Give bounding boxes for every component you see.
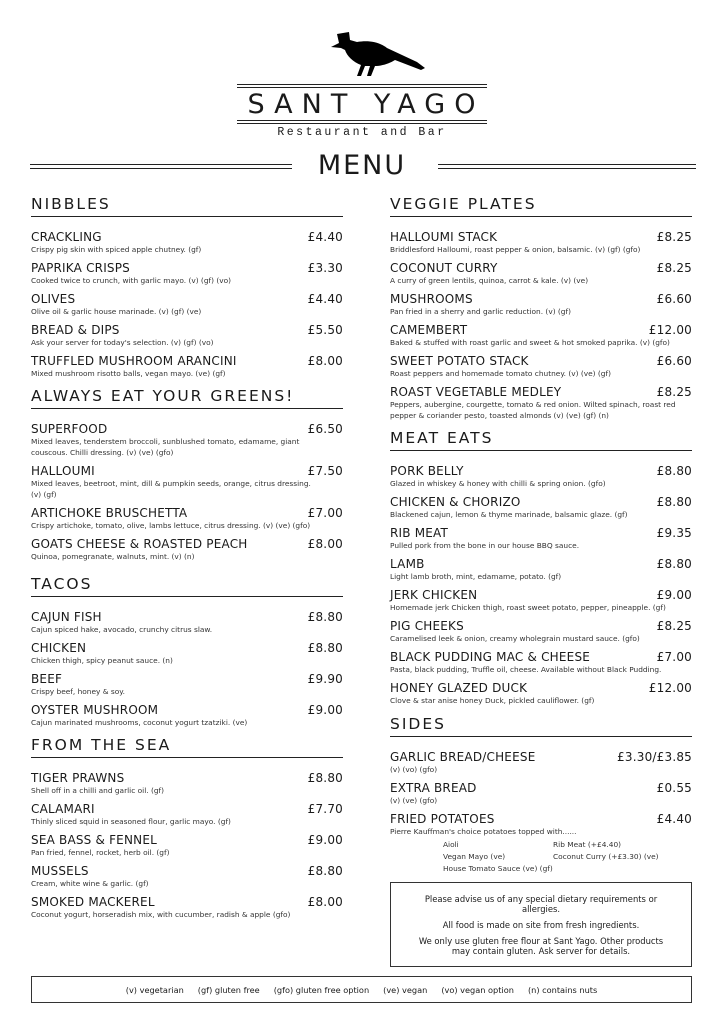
menu-item	[31, 610, 343, 635]
item-price: £12.00	[648, 323, 692, 337]
notice-text: We only use gluten free flour at Sant Yago. Other products may contain gluten. Ask server for details.	[418, 936, 664, 956]
menu-item	[390, 495, 692, 520]
menu-item	[31, 771, 343, 796]
item-name: MUSSELS	[31, 864, 89, 878]
item-description: Roast peppers and homemade tomato chutney. (v) (ve) (gf)	[390, 369, 611, 378]
dietary-notice	[390, 882, 692, 967]
item-price: £6.50	[307, 422, 343, 436]
item-name: HONEY GLAZED DUCK	[390, 681, 528, 695]
divider	[438, 164, 696, 169]
section-heading: FROM THE SEA	[31, 737, 343, 758]
section-heading: SIDES	[390, 716, 692, 737]
menu-section	[390, 430, 692, 712]
item-price: £8.00	[307, 354, 343, 368]
menu-item	[31, 802, 343, 827]
item-price: £7.00	[656, 650, 692, 664]
item-price: £8.80	[656, 557, 692, 571]
item-price: £8.25	[656, 385, 692, 399]
menu-item	[390, 385, 692, 421]
item-name: SMOKED MACKEREL	[31, 895, 155, 909]
menu-item	[31, 292, 343, 317]
item-name: PAPRIKA CRISPS	[31, 261, 130, 275]
item-description: (v) (vo) (gfo)	[390, 765, 438, 774]
item-description: Light lamb broth, mint, edamame, potato. (gf)	[390, 572, 562, 581]
item-description: Pulled pork from the bone in our house BBQ sauce.	[390, 541, 580, 550]
item-name: GOATS CHEESE & ROASTED PEACH	[31, 537, 248, 551]
menu-item	[390, 526, 692, 551]
menu-item	[390, 354, 692, 379]
menu-item	[390, 588, 692, 613]
menu-item	[31, 703, 343, 728]
item-name: BLACK PUDDING MAC & CHEESE	[390, 650, 591, 664]
item-description: Baked & stuffed with roast garlic and sweet & hot smoked paprika. (v) (gfo)	[390, 338, 670, 347]
menu-item	[390, 261, 692, 286]
section-heading: ALWAYS EAT YOUR GREENS!	[31, 388, 343, 409]
item-description: Thinly sliced squid in seasoned flour, garlic mayo. (gf)	[31, 817, 231, 826]
menu-section	[390, 196, 692, 427]
item-description: Olive oil & garlic house marinade. (v) (gf) (ve)	[31, 307, 202, 316]
item-description: Mixed leaves, beetroot, mint, dill & pumpkin seeds, orange, citrus dressing. (v) (gf)	[31, 479, 311, 499]
item-price: £7.00	[307, 506, 343, 520]
dietary-legend	[31, 976, 692, 1003]
item-description: Crispy pig skin with spiced apple chutney. (gf)	[31, 245, 202, 254]
item-price: £4.40	[656, 812, 692, 826]
item-price: £8.80	[307, 641, 343, 655]
item-name: HALLOUMI STACK	[390, 230, 498, 244]
menu-item	[390, 681, 692, 706]
item-description: A curry of green lentils, quinoa, carrot & kale. (v) (ve)	[390, 276, 589, 285]
menu-item	[31, 641, 343, 666]
menu-item	[390, 557, 692, 582]
item-price: £9.00	[307, 833, 343, 847]
item-name: BREAD & DIPS	[31, 323, 120, 337]
notice-text: Please advise us of any special dietary requirements or allergies.	[424, 894, 658, 914]
menu-section	[390, 716, 692, 875]
menu-item	[31, 672, 343, 697]
item-description: Pierre Kauffman's choice potatoes topped with......	[390, 827, 577, 836]
item-description: Mixed leaves, tenderstem broccoli, sunblushed tomato, edamame, giant couscous. Chilli dressing. (v) (ve) (gfo)	[31, 437, 300, 457]
item-price: £0.55	[656, 781, 692, 795]
item-name: ROAST VEGETABLE MEDLEY	[390, 385, 562, 399]
item-price: £6.60	[656, 292, 692, 306]
item-description: Pasta, black pudding, Truffle oil, cheese. Available without Black Pudding.	[390, 665, 662, 674]
menu-section	[31, 196, 343, 385]
item-name: SUPERFOOD	[31, 422, 108, 436]
item-price: £3.30	[307, 261, 343, 275]
item-price: £5.50	[307, 323, 343, 337]
item-description: Mixed mushroom risotto balls, vegan mayo. (ve) (gf)	[31, 369, 226, 378]
topping-option: Vegan Mayo (ve)	[443, 852, 506, 861]
item-name: SWEET POTATO STACK	[390, 354, 529, 368]
legend-item: (gf) gluten free	[197, 984, 260, 995]
item-description: Shell off in a chilli and garlic oil. (gf)	[31, 786, 165, 795]
toppings-list	[443, 839, 692, 875]
menu-item	[31, 230, 343, 255]
item-price: £6.60	[656, 354, 692, 368]
item-name: FRIED POTATOES	[390, 812, 495, 826]
menu-item	[390, 292, 692, 317]
item-name: CHICKEN & CHORIZO	[390, 495, 521, 509]
item-price: £8.80	[307, 610, 343, 624]
item-description: Cooked twice to crunch, with garlic mayo. (v) (gf) (vo)	[31, 276, 232, 285]
menu-title: MENU	[317, 150, 407, 181]
legend-item: (gfo) gluten free option	[273, 984, 370, 995]
menu-item	[390, 812, 692, 837]
legend-item: (ve) vegan	[383, 984, 428, 995]
item-price: £9.00	[307, 703, 343, 717]
menu-item	[31, 506, 343, 531]
item-description: Glazed in whiskey & honey with chilli & spring onion. (gfo)	[390, 479, 606, 488]
topping-option: Coconut Curry (+£3.30) (ve)	[553, 852, 659, 861]
item-description: Quinoa, pomegranate, walnuts, mint. (v) (n)	[31, 552, 195, 561]
menu-item	[31, 464, 343, 500]
item-price: £8.25	[656, 261, 692, 275]
item-name: RIB MEAT	[390, 526, 449, 540]
item-price: £3.30/£3.85	[617, 750, 692, 764]
logo	[237, 28, 487, 148]
menu-item	[31, 323, 343, 348]
item-description: Cream, white wine & garlic. (gf)	[31, 879, 149, 888]
topping-option: Rib Meat (+£4.40)	[553, 840, 622, 849]
item-name: BEEF	[31, 672, 63, 686]
menu-item	[31, 833, 343, 858]
item-name: TRUFFLED MUSHROOM ARANCINI	[31, 354, 237, 368]
legend-item: (vo) vegan option	[441, 984, 514, 995]
item-description: Clove & star anise honey Duck, pickled cauliflower. (gf)	[390, 696, 595, 705]
menu-item	[390, 750, 692, 775]
item-name: CAJUN FISH	[31, 610, 102, 624]
item-price: £4.40	[307, 230, 343, 244]
menu-item	[390, 650, 692, 675]
item-name: PORK BELLY	[390, 464, 464, 478]
item-name: EXTRA BREAD	[390, 781, 477, 795]
item-name: OYSTER MUSHROOM	[31, 703, 159, 717]
notice-text: All food is made on site from fresh ingredients.	[442, 920, 640, 930]
menu-section	[31, 737, 343, 926]
item-description: Caramelised leek & onion, creamy wholegrain mustard sauce. (gfo)	[390, 634, 640, 643]
section-heading: TACOS	[31, 576, 343, 597]
item-description: Crispy beef, honey & soy.	[31, 687, 125, 696]
item-description: Pan fried in a sherry and garlic reduction. (v) (gf)	[390, 307, 571, 316]
item-name: CAMEMBERT	[390, 323, 468, 337]
item-name: ARTICHOKE BRUSCHETTA	[31, 506, 188, 520]
tagline: Restaurant and Bar	[277, 126, 447, 139]
item-name: HALLOUMI	[31, 464, 95, 478]
menu-item	[31, 895, 343, 920]
menu-item	[390, 781, 692, 806]
item-price: £8.00	[307, 895, 343, 909]
item-price: £8.80	[656, 464, 692, 478]
item-description: Coconut yogurt, horseradish mix, with cucumber, radish & apple (gfo)	[31, 910, 291, 919]
item-description: Cajun spiced hake, avocado, crunchy citrus slaw.	[31, 625, 213, 634]
item-price: £8.80	[307, 864, 343, 878]
menu-item	[390, 464, 692, 489]
topping-option: House Tomato Sauce (ve) (gf)	[443, 864, 553, 873]
item-description: Peppers, aubergine, courgette, tomato & red onion. Wilted spinach, roast red pepper & coriander pesto, toasted almonds (v) (ve) (gf) (n)	[390, 400, 676, 420]
item-name: LAMB	[390, 557, 425, 571]
item-name: GARLIC BREAD/CHEESE	[390, 750, 536, 764]
menu-item	[390, 323, 692, 348]
item-price: £8.25	[656, 619, 692, 633]
item-name: OLIVES	[31, 292, 76, 306]
section-heading: MEAT EATS	[390, 430, 692, 451]
item-description: Ask your server for today's selection. (v) (gf) (vo)	[31, 338, 214, 347]
item-description: Blackened cajun, lemon & thyme marinade, balsamic glaze. (gf)	[390, 510, 628, 519]
topping-option: Aioli	[443, 840, 459, 849]
item-description: Chicken thigh, spicy peanut sauce. (n)	[31, 656, 173, 665]
item-name: COCONUT CURRY	[390, 261, 498, 275]
item-price: £8.80	[656, 495, 692, 509]
item-name: CHICKEN	[31, 641, 87, 655]
item-price: £8.80	[307, 771, 343, 785]
item-price: £4.40	[307, 292, 343, 306]
item-description: Cajun marinated mushrooms, coconut yogurt tzatziki. (ve)	[31, 718, 248, 727]
section-heading: NIBBLES	[31, 196, 343, 217]
item-price: £9.00	[656, 588, 692, 602]
legend-item: (v) vegetarian	[125, 984, 184, 995]
bird-logo-icon	[317, 28, 437, 80]
item-price: £7.70	[307, 802, 343, 816]
legend-item: (n) contains nuts	[527, 984, 598, 995]
menu-item	[31, 422, 343, 458]
section-heading: VEGGIE PLATES	[390, 196, 692, 217]
item-price: £12.00	[648, 681, 692, 695]
item-name: CRACKLING	[31, 230, 102, 244]
item-description: Pan fried, fennel, rocket, herb oil. (gf)	[31, 848, 170, 857]
menu-section	[31, 576, 343, 734]
item-description: Crispy artichoke, tomato, olive, lambs lettuce, citrus dressing. (v) (ve) (gfo)	[31, 521, 311, 530]
menu-item	[390, 230, 692, 255]
item-name: PIG CHEEKS	[390, 619, 464, 633]
item-name: SEA BASS & FENNEL	[31, 833, 157, 847]
item-price: £8.00	[307, 537, 343, 551]
menu-section	[31, 388, 343, 568]
menu-item	[31, 537, 343, 562]
item-name: MUSHROOMS	[390, 292, 473, 306]
menu-item	[31, 864, 343, 889]
item-description: (v) (ve) (gfo)	[390, 796, 438, 805]
item-price: £7.50	[307, 464, 343, 478]
menu-item	[390, 619, 692, 644]
brand-name: SANT YAGO	[247, 89, 485, 120]
menu-item	[31, 354, 343, 379]
item-price: £9.90	[307, 672, 343, 686]
item-description: Briddlesford Halloumi, roast pepper & onion, balsamic. (v) (gf) (gfo)	[390, 245, 641, 254]
item-name: CALAMARI	[31, 802, 95, 816]
item-price: £9.35	[656, 526, 692, 540]
item-name: TIGER PRAWNS	[31, 771, 125, 785]
item-description: Homemade jerk Chicken thigh, roast sweet potato, pepper, pineapple. (gf)	[390, 603, 666, 612]
item-price: £8.25	[656, 230, 692, 244]
item-name: JERK CHICKEN	[390, 588, 478, 602]
menu-item	[31, 261, 343, 286]
